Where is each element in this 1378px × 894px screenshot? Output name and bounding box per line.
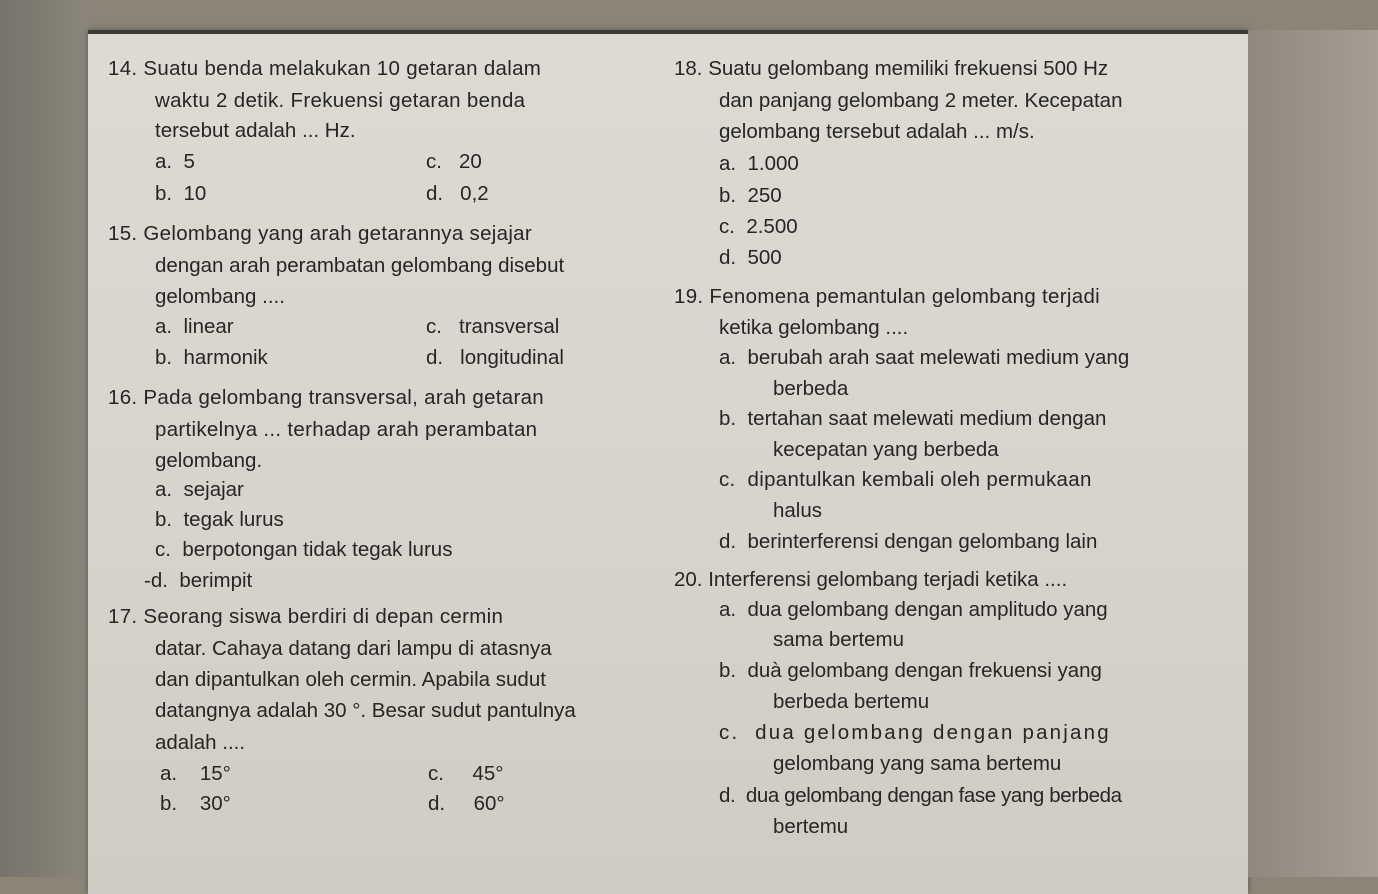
- q15-option-b: b. harmonik: [155, 346, 268, 369]
- q19-option-d: d. berinterferensi dengan gelombang lain: [719, 530, 1098, 553]
- q16-option-c: c. berpotongan tidak tegak lurus: [155, 538, 453, 561]
- q17-line-5: adalah ....: [155, 731, 246, 754]
- q17-option-b: b. 30°: [160, 792, 231, 815]
- q20-option-b: b. duà gelombang dengan frekuensi yang: [719, 659, 1102, 682]
- q17-line-1: 17. Seorang siswa berdiri di depan cermin: [108, 605, 504, 628]
- q16-option-a: a. sejajar: [155, 478, 244, 501]
- q20-option-a: a. dua gelombang dengan amplitudo yang: [719, 598, 1108, 621]
- q15-line-3: gelombang ....: [155, 285, 285, 308]
- q20-option-c: c. dua gelombang dengan panjang: [719, 721, 1111, 744]
- background-left: [0, 0, 88, 877]
- q17-line-3: dan dipantulkan oleh cermin. Apabila sudut: [155, 668, 546, 691]
- q17-option-c: c. 45°: [428, 762, 504, 785]
- q17-option-a: a. 15°: [160, 762, 231, 785]
- q14-line-2: waktu 2 detik. Frekuensi getaran benda: [155, 89, 526, 112]
- q20-line-1: 20. Interferensi gelombang terjadi ketika ....: [674, 568, 1068, 591]
- q15-option-c: c. transversal: [426, 315, 560, 338]
- q14-option-d: d. 0,2: [426, 182, 489, 205]
- q14-line-1: 14. Suatu benda melakukan 10 getaran dalam: [108, 57, 542, 80]
- q19-option-a-cont: berbeda: [773, 377, 849, 400]
- q15-option-a: a. linear: [155, 315, 234, 338]
- q17-line-4: datangnya adalah 30 °. Besar sudut pantulnya: [155, 699, 576, 722]
- background-right: [1248, 30, 1378, 877]
- q19-option-c-cont: halus: [773, 499, 823, 522]
- q19-line-1: 19. Fenomena pemantulan gelombang terjadi: [674, 285, 1100, 308]
- q18-line-3: gelombang tersebut adalah ... m/s.: [719, 120, 1035, 143]
- q18-option-b: b. 250: [719, 184, 782, 207]
- q16-line-2: partikelnya ... terhadap arah perambatan: [155, 418, 538, 441]
- q16-option-b: b. tegak lurus: [155, 508, 284, 531]
- q20-option-d-cont: bertemu: [773, 815, 849, 838]
- q20-option-d: d. dua gelombang dengan fase yang berbeda: [719, 784, 1122, 807]
- q20-option-a-cont: sama bertemu: [773, 628, 905, 651]
- q16-line-1: 16. Pada gelombang transversal, arah getaran: [108, 386, 545, 409]
- q19-line-2: ketika gelombang ....: [719, 316, 909, 339]
- q19-option-a: a. berubah arah saat melewati medium yang: [719, 346, 1130, 369]
- q20-option-c-cont: gelombang yang sama bertemu: [773, 752, 1062, 775]
- q18-option-a: a. 1.000: [719, 152, 799, 175]
- q20-option-b-cont: berbeda bertemu: [773, 690, 930, 713]
- q18-line-1: 18. Suatu gelombang memiliki frekuensi 500 Hz: [674, 57, 1109, 80]
- q14-option-b: b. 10: [155, 182, 207, 205]
- q15-option-d: d. longitudinal: [426, 346, 564, 369]
- q18-line-2: dan panjang gelombang 2 meter. Kecepatan: [719, 89, 1123, 112]
- q14-option-c: c. 20: [426, 150, 482, 173]
- q15-line-1: 15. Gelombang yang arah getarannya sejajar: [108, 222, 533, 245]
- q14-option-a: a. 5: [155, 150, 195, 173]
- q17-line-2: datar. Cahaya datang dari lampu di atasnya: [155, 637, 552, 660]
- q15-line-2: dengan arah perambatan gelombang disebut: [155, 254, 565, 277]
- q19-option-b-cont: kecepatan yang berbeda: [773, 438, 999, 461]
- q18-option-c: c. 2.500: [719, 215, 798, 238]
- q19-option-b: b. tertahan saat melewati medium dengan: [719, 407, 1107, 430]
- q14-line-3: tersebut adalah ... Hz.: [155, 119, 356, 142]
- q16-line-3: gelombang.: [155, 449, 263, 472]
- q16-option-d: -d. berimpit: [144, 569, 253, 592]
- q17-option-d: d. 60°: [428, 792, 505, 815]
- q18-option-d: d. 500: [719, 246, 782, 269]
- q19-option-c: c. dipantulkan kembali oleh permukaan: [719, 468, 1092, 491]
